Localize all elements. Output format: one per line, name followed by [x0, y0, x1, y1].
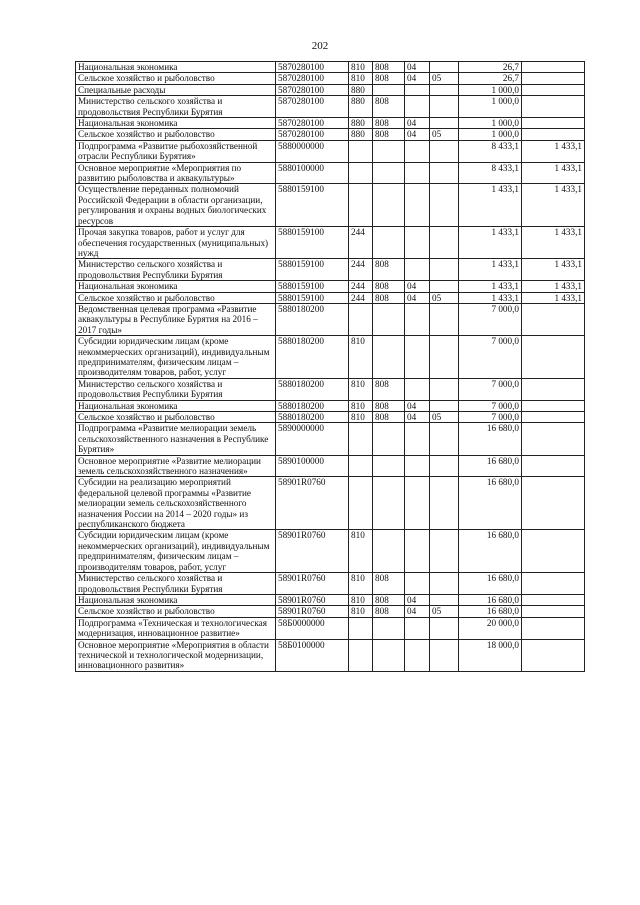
table-row: [76, 84, 585, 95]
cell-amount-year2: 1 433,1: [522, 184, 585, 227]
cell-ministry-code: 808: [373, 62, 405, 73]
table-row: [76, 118, 585, 129]
table-body: [76, 62, 585, 672]
cell-expense-type: 810: [349, 378, 373, 400]
cell-ministry-code: 808: [373, 259, 405, 281]
cell-target-code: 58Б0100000: [276, 639, 349, 671]
cell-amount-year1: 7 000,0: [459, 303, 522, 335]
cell-name: Подпрограмма «Техническая и технологическая модернизация, инновационное развитие»: [76, 617, 276, 639]
cell-target-code: 5870280100: [276, 62, 349, 73]
cell-ministry-code: [373, 140, 405, 162]
cell-amount-year2: [522, 400, 585, 411]
table-row: [76, 423, 585, 455]
cell-subsection: [430, 162, 459, 184]
cell-ministry-code: 808: [373, 96, 405, 118]
cell-section: [405, 617, 430, 639]
cell-expense-type: 880: [349, 118, 373, 129]
cell-section: [405, 84, 430, 95]
cell-expense-type: 880: [349, 129, 373, 140]
cell-amount-year1: 1 433,1: [459, 227, 522, 259]
cell-amount-year2: [522, 477, 585, 530]
cell-amount-year1: 16 680,0: [459, 423, 522, 455]
cell-subsection: [430, 573, 459, 595]
cell-amount-year1: 1 000,0: [459, 84, 522, 95]
cell-amount-year1: 1 000,0: [459, 129, 522, 140]
cell-section: [405, 140, 430, 162]
cell-amount-year1: 1 433,1: [459, 281, 522, 292]
cell-expense-type: [349, 477, 373, 530]
cell-subsection: [430, 140, 459, 162]
cell-section: [405, 378, 430, 400]
cell-section: [405, 162, 430, 184]
cell-name: Прочая закупка товаров, работ и услуг для обеспечения государственных (муниципальных) нужд: [76, 227, 276, 259]
cell-name: Национальная экономика: [76, 400, 276, 411]
cell-ministry-code: 808: [373, 594, 405, 605]
cell-subsection: [430, 184, 459, 227]
budget-table: [75, 61, 585, 672]
cell-ministry-code: 808: [373, 118, 405, 129]
table-row: [76, 140, 585, 162]
table-row: [76, 455, 585, 477]
table-row: [76, 281, 585, 292]
cell-subsection: [430, 594, 459, 605]
cell-amount-year2: [522, 96, 585, 118]
cell-amount-year2: [522, 73, 585, 84]
cell-section: [405, 336, 430, 379]
cell-expense-type: 810: [349, 594, 373, 605]
table-row: [76, 412, 585, 423]
cell-target-code: 5880180200: [276, 336, 349, 379]
cell-ministry-code: [373, 455, 405, 477]
table-row: [76, 184, 585, 227]
cell-amount-year2: 1 433,1: [522, 259, 585, 281]
cell-amount-year1: 1 433,1: [459, 292, 522, 303]
cell-section: [405, 455, 430, 477]
cell-ministry-code: [373, 423, 405, 455]
cell-amount-year1: 18 000,0: [459, 639, 522, 671]
cell-subsection: [430, 423, 459, 455]
cell-amount-year2: [522, 336, 585, 379]
cell-target-code: 5880100000: [276, 162, 349, 184]
cell-amount-year1: 7 000,0: [459, 336, 522, 379]
table-row: [76, 62, 585, 73]
cell-target-code: 5880159100: [276, 184, 349, 227]
table-row: [76, 530, 585, 573]
cell-name: Министерство сельского хозяйства и продовольствия Республики Бурятия: [76, 259, 276, 281]
cell-amount-year1: 1 433,1: [459, 259, 522, 281]
cell-ministry-code: [373, 227, 405, 259]
cell-target-code: 5880180200: [276, 378, 349, 400]
cell-expense-type: 244: [349, 292, 373, 303]
cell-amount-year2: [522, 412, 585, 423]
cell-section: 04: [405, 281, 430, 292]
cell-ministry-code: [373, 303, 405, 335]
cell-amount-year1: 26,7: [459, 62, 522, 73]
table-row: [76, 400, 585, 411]
cell-subsection: [430, 617, 459, 639]
cell-ministry-code: 808: [373, 400, 405, 411]
cell-amount-year2: 1 433,1: [522, 227, 585, 259]
cell-section: [405, 477, 430, 530]
cell-amount-year2: [522, 639, 585, 671]
cell-name: Основное мероприятие «Мероприятия в области технической и технологической модернизации, инновационного развития»: [76, 639, 276, 671]
cell-ministry-code: [373, 530, 405, 573]
table-row: [76, 73, 585, 84]
cell-subsection: [430, 455, 459, 477]
cell-subsection: [430, 639, 459, 671]
cell-ministry-code: [373, 617, 405, 639]
cell-subsection: 05: [430, 606, 459, 617]
cell-expense-type: 810: [349, 606, 373, 617]
cell-amount-year2: 1 433,1: [522, 140, 585, 162]
cell-target-code: 5870280100: [276, 96, 349, 118]
cell-target-code: 5880159100: [276, 281, 349, 292]
cell-amount-year2: [522, 606, 585, 617]
table-row: [76, 336, 585, 379]
cell-section: 04: [405, 412, 430, 423]
cell-amount-year1: 1 000,0: [459, 96, 522, 118]
cell-expense-type: [349, 423, 373, 455]
cell-name: Подпрограмма «Развитие рыбохозяйственной отрасли Республики Бурятия»: [76, 140, 276, 162]
cell-section: 04: [405, 62, 430, 73]
cell-expense-type: 810: [349, 73, 373, 84]
cell-subsection: [430, 281, 459, 292]
cell-name: Национальная экономика: [76, 118, 276, 129]
cell-amount-year2: [522, 129, 585, 140]
table-row: [76, 378, 585, 400]
cell-amount-year1: 7 000,0: [459, 400, 522, 411]
cell-expense-type: 244: [349, 259, 373, 281]
cell-expense-type: [349, 184, 373, 227]
cell-expense-type: [349, 162, 373, 184]
cell-amount-year1: 26,7: [459, 73, 522, 84]
cell-amount-year1: 20 000,0: [459, 617, 522, 639]
cell-expense-type: 810: [349, 400, 373, 411]
cell-amount-year2: 1 433,1: [522, 281, 585, 292]
cell-ministry-code: [373, 477, 405, 530]
table-row: [76, 303, 585, 335]
cell-ministry-code: 808: [373, 573, 405, 595]
cell-target-code: 58901R0760: [276, 573, 349, 595]
cell-amount-year2: [522, 617, 585, 639]
cell-section: 04: [405, 606, 430, 617]
cell-expense-type: 880: [349, 96, 373, 118]
cell-amount-year1: 16 680,0: [459, 530, 522, 573]
cell-section: 04: [405, 292, 430, 303]
cell-ministry-code: 808: [373, 606, 405, 617]
cell-section: 04: [405, 73, 430, 84]
cell-subsection: [430, 84, 459, 95]
cell-amount-year1: 7 000,0: [459, 378, 522, 400]
cell-name: Министерство сельского хозяйства и продовольствия Республики Бурятия: [76, 96, 276, 118]
table-row: [76, 96, 585, 118]
cell-section: 04: [405, 129, 430, 140]
cell-amount-year2: [522, 423, 585, 455]
cell-expense-type: 810: [349, 412, 373, 423]
cell-ministry-code: 808: [373, 292, 405, 303]
cell-target-code: 5870280100: [276, 118, 349, 129]
cell-subsection: [430, 400, 459, 411]
cell-target-code: 5880159100: [276, 259, 349, 281]
cell-section: [405, 96, 430, 118]
cell-section: [405, 259, 430, 281]
cell-name: Сельское хозяйство и рыболовство: [76, 412, 276, 423]
cell-section: [405, 639, 430, 671]
cell-name: Основное мероприятие «Мероприятия по развитию рыболовства и аквакультуры»: [76, 162, 276, 184]
cell-expense-type: [349, 617, 373, 639]
cell-expense-type: 810: [349, 530, 373, 573]
cell-amount-year1: 16 680,0: [459, 455, 522, 477]
cell-name: Субсидии на реализацию мероприятий федеральной целевой программы «Развитие мелиорации земель сельскохозяйственного назначения России на 2014 – 2020 годы» из республиканского бюджета: [76, 477, 276, 530]
cell-subsection: [430, 378, 459, 400]
cell-target-code: 5880000000: [276, 140, 349, 162]
cell-subsection: 05: [430, 73, 459, 84]
cell-amount-year2: [522, 530, 585, 573]
cell-amount-year2: 1 433,1: [522, 162, 585, 184]
cell-amount-year2: 1 433,1: [522, 292, 585, 303]
cell-amount-year2: [522, 84, 585, 95]
cell-expense-type: [349, 303, 373, 335]
cell-ministry-code: [373, 184, 405, 227]
cell-subsection: [430, 336, 459, 379]
table-row: [76, 606, 585, 617]
cell-ministry-code: 808: [373, 73, 405, 84]
cell-target-code: 5880180200: [276, 412, 349, 423]
cell-subsection: 05: [430, 412, 459, 423]
cell-amount-year2: [522, 303, 585, 335]
cell-name: Министерство сельского хозяйства и продовольствия Республики Бурятия: [76, 378, 276, 400]
cell-subsection: [430, 62, 459, 73]
cell-expense-type: 244: [349, 227, 373, 259]
cell-ministry-code: [373, 336, 405, 379]
cell-section: [405, 423, 430, 455]
cell-target-code: 5880180200: [276, 303, 349, 335]
cell-target-code: 5880180200: [276, 400, 349, 411]
cell-ministry-code: 808: [373, 281, 405, 292]
cell-expense-type: 810: [349, 62, 373, 73]
cell-amount-year2: [522, 594, 585, 605]
cell-target-code: 58901R0760: [276, 594, 349, 605]
table-row: [76, 617, 585, 639]
cell-target-code: 58901R0760: [276, 530, 349, 573]
cell-section: [405, 227, 430, 259]
cell-target-code: 5870280100: [276, 129, 349, 140]
table-row: [76, 573, 585, 595]
cell-subsection: 05: [430, 292, 459, 303]
cell-name: Сельское хозяйство и рыболовство: [76, 73, 276, 84]
cell-section: 04: [405, 118, 430, 129]
cell-subsection: [430, 96, 459, 118]
cell-name: Сельское хозяйство и рыболовство: [76, 606, 276, 617]
table-row: [76, 292, 585, 303]
table-row: [76, 477, 585, 530]
cell-subsection: 05: [430, 129, 459, 140]
cell-expense-type: [349, 639, 373, 671]
cell-target-code: 5880159100: [276, 292, 349, 303]
cell-amount-year1: 1 433,1: [459, 184, 522, 227]
cell-section: [405, 530, 430, 573]
cell-target-code: 58901R0760: [276, 606, 349, 617]
cell-amount-year1: 16 680,0: [459, 594, 522, 605]
cell-amount-year2: [522, 378, 585, 400]
cell-expense-type: 880: [349, 84, 373, 95]
cell-ministry-code: [373, 639, 405, 671]
cell-expense-type: 810: [349, 573, 373, 595]
page-number: 202: [311, 40, 329, 52]
cell-subsection: [430, 259, 459, 281]
cell-subsection: [430, 477, 459, 530]
cell-amount-year1: 8 433,1: [459, 162, 522, 184]
cell-name: Министерство сельского хозяйства и продовольствия Республики Бурятия: [76, 573, 276, 595]
cell-expense-type: [349, 455, 373, 477]
cell-name: Национальная экономика: [76, 281, 276, 292]
cell-target-code: 5880159100: [276, 227, 349, 259]
cell-section: 04: [405, 594, 430, 605]
cell-target-code: 5890100000: [276, 455, 349, 477]
cell-amount-year1: 16 680,0: [459, 573, 522, 595]
table-row: [76, 594, 585, 605]
cell-subsection: [430, 118, 459, 129]
cell-target-code: 58901R0760: [276, 477, 349, 530]
cell-target-code: 58Б0000000: [276, 617, 349, 639]
cell-amount-year1: 7 000,0: [459, 412, 522, 423]
cell-ministry-code: [373, 84, 405, 95]
cell-name: Сельское хозяйство и рыболовство: [76, 129, 276, 140]
cell-name: Национальная экономика: [76, 62, 276, 73]
cell-section: [405, 573, 430, 595]
table-row: [76, 227, 585, 259]
cell-name: Ведомственная целевая программа «Развитие аквакультуры в Республике Бурятия на 2016 – 2017 годы»: [76, 303, 276, 335]
cell-ministry-code: 808: [373, 378, 405, 400]
cell-target-code: 5870280100: [276, 84, 349, 95]
cell-name: Субсидии юридическим лицам (кроме некоммерческих организаций), индивидуальным предпринимателям, физическим лицам – производителям товаров, работ, услуг: [76, 530, 276, 573]
cell-amount-year2: [522, 455, 585, 477]
table-row: [76, 129, 585, 140]
cell-target-code: 5870280100: [276, 73, 349, 84]
cell-section: [405, 184, 430, 227]
cell-subsection: [430, 303, 459, 335]
cell-name: Субсидии юридическим лицам (кроме некоммерческих организаций), индивидуальным предпринимателям, физическим лицам – производителям товаров, работ, услуг: [76, 336, 276, 379]
cell-target-code: 5890000000: [276, 423, 349, 455]
cell-amount-year2: [522, 62, 585, 73]
cell-amount-year2: [522, 573, 585, 595]
cell-amount-year1: 1 000,0: [459, 118, 522, 129]
cell-section: 04: [405, 400, 430, 411]
cell-amount-year1: 16 680,0: [459, 606, 522, 617]
table-row: [76, 639, 585, 671]
cell-ministry-code: 808: [373, 412, 405, 423]
cell-name: Сельское хозяйство и рыболовство: [76, 292, 276, 303]
cell-expense-type: 810: [349, 336, 373, 379]
cell-name: Подпрограмма «Развитие мелиорации земель сельскохозяйственного назначения в Республике Бурятия»: [76, 423, 276, 455]
cell-name: Специальные расходы: [76, 84, 276, 95]
cell-name: Национальная экономика: [76, 594, 276, 605]
cell-ministry-code: 808: [373, 129, 405, 140]
cell-amount-year1: 8 433,1: [459, 140, 522, 162]
cell-subsection: [430, 530, 459, 573]
cell-subsection: [430, 227, 459, 259]
cell-ministry-code: [373, 162, 405, 184]
table-row: [76, 259, 585, 281]
cell-name: Осуществление переданных полномочий Российской Федерации в области организации, регулирования и охраны водных биологических ресурсов: [76, 184, 276, 227]
table-row: [76, 162, 585, 184]
cell-amount-year1: 16 680,0: [459, 477, 522, 530]
cell-name: Основное мероприятие «Развитие мелиорации земель сельскохозяйственного назначения»: [76, 455, 276, 477]
cell-section: [405, 303, 430, 335]
cell-expense-type: 244: [349, 281, 373, 292]
cell-amount-year2: [522, 118, 585, 129]
cell-expense-type: [349, 140, 373, 162]
